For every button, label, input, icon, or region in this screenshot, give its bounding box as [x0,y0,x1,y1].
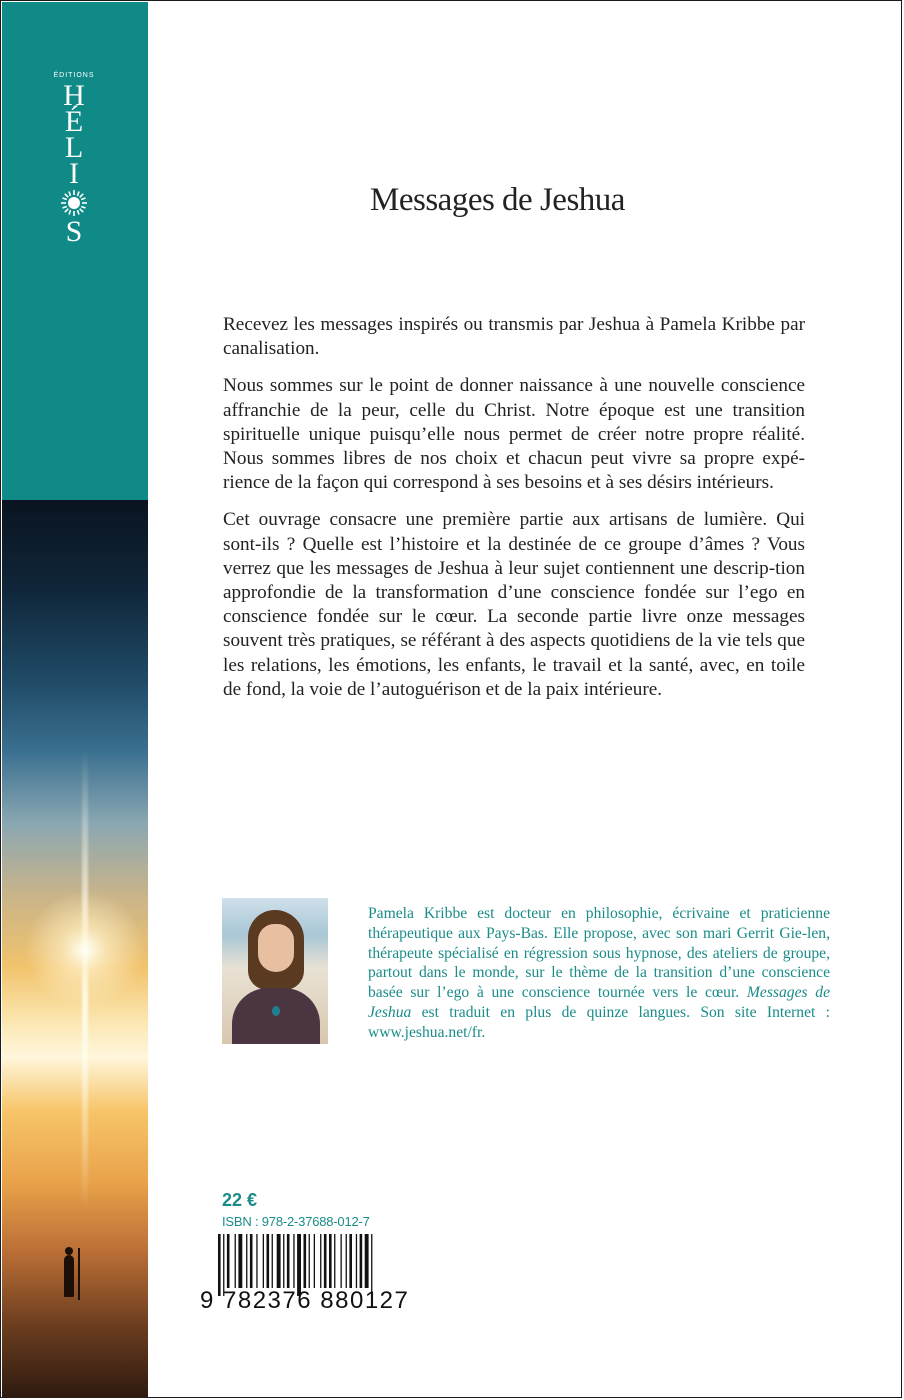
barcode-bar [309,1234,310,1288]
logo-editions-label: ÉDITIONS [53,72,95,79]
barcode-bar [293,1234,294,1288]
author-face [258,924,294,972]
barcode-bar [272,1234,273,1288]
barcode-bar [256,1234,257,1288]
logo-letter: H [63,79,85,112]
barcode-bar [267,1234,270,1288]
author-pendant [272,1006,280,1016]
barcode-bar [277,1234,281,1288]
sun-icon [60,189,88,217]
back-cover-blurb [223,313,805,715]
author-body [232,988,320,1044]
logo-letter: I [69,157,79,190]
barcode-bar [334,1234,335,1288]
barcode-bar [349,1234,352,1288]
publisher-logo [44,72,104,248]
barcode-bar [341,1234,342,1288]
logo-letter: É [64,105,84,138]
blurb-paragraph: Recevez les messages inspirés ou transmis par Jeshua à Pamela Kribbe par canalisation. [223,314,805,360]
barcode-bar [246,1234,247,1288]
barcode-bar [324,1234,327,1288]
figure-staff [78,1248,80,1300]
barcode-bar [346,1234,347,1288]
logo-letter: S [65,215,83,248]
barcode-bar [250,1234,253,1288]
barcode-bar [283,1234,284,1288]
barcode-bar [227,1234,230,1288]
barcode-bar [356,1234,357,1288]
logo-letter: L [64,131,84,164]
barcode-digits: 9 782376 880127 [200,1287,410,1314]
blurb-paragraph: Cet ouvrage consacre une première partie aux artisans de lumière. Qui sont-ils ? Quelle est l’histoire et la destinée de ce groupe d’âmes ? Vous verrez que les messages de Jeshua à leur sujet contiennent une descrip-tion approfondie de la transformation d’une conscience fondée sur l’ego en conscience fondée sur le cœur. La seconde partie livre onze messages souvent très pratiques, se référant à des aspects quotidiens de la vie tels que les relations, les émotions, les enfants, le travail et la santé, avec, en toile de fond, la voie de l’autoguérison et de la paix intérieure. [223,509,805,700]
price-label: 22 € [222,1190,258,1210]
barcode-bar [304,1234,307,1288]
barcode-bar [314,1234,315,1288]
author-bio-text: Pamela Kribbe est docteur en philosophie, écrivaine et praticienne thérapeutique aux Pays-Bas. Elle propose, avec son mari Gerrit Gie-len, thérapeute spécialisé en régression sous hypnose, des ateliers de groupe, partout dans le monde, sur le thème de la transition d’une conscience basée sur l’ego à une conscience tournée vers le cœur. [368,905,830,1002]
barcode-bar [238,1234,242,1288]
barcode-bar [360,1234,363,1288]
barcode-bar [263,1234,264,1288]
sun-flare [25,890,145,1010]
book-title: Messages de Jeshua [370,182,625,218]
author-bio [368,904,830,1043]
figure-silhouette [64,1255,74,1297]
barcode-bar [287,1234,290,1288]
blurb-paragraph: Nous sommes sur le point de donner naissance à une nouvelle conscience affranchie de la peur, celle du Christ. Notre époque est une transition spirituelle unique puisqu’elle nous permet de créer notre propre réalité. Nous sommes libres de nos choix et chacun peut vivre sa propre expé-rience de la façon qui correspond à ses besoins et à ses désirs intérieurs. [223,375,805,494]
author-bio-book-title: Messages de Jeshua [368,984,830,1021]
barcode-bar [320,1234,321,1288]
author-photo [222,898,328,1044]
barcode-bar [235,1234,236,1288]
author-bio-text-end: est traduit en plus de quinze langues. Son site Internet : www.jeshua.net/fr. [368,1003,830,1041]
figure-head [65,1247,73,1255]
barcode-bar [365,1234,369,1288]
sunrise-image [2,500,148,1398]
isbn-label: ISBN : 978-2-37688-012-7 [222,1214,370,1229]
barcode-bar [329,1234,332,1288]
